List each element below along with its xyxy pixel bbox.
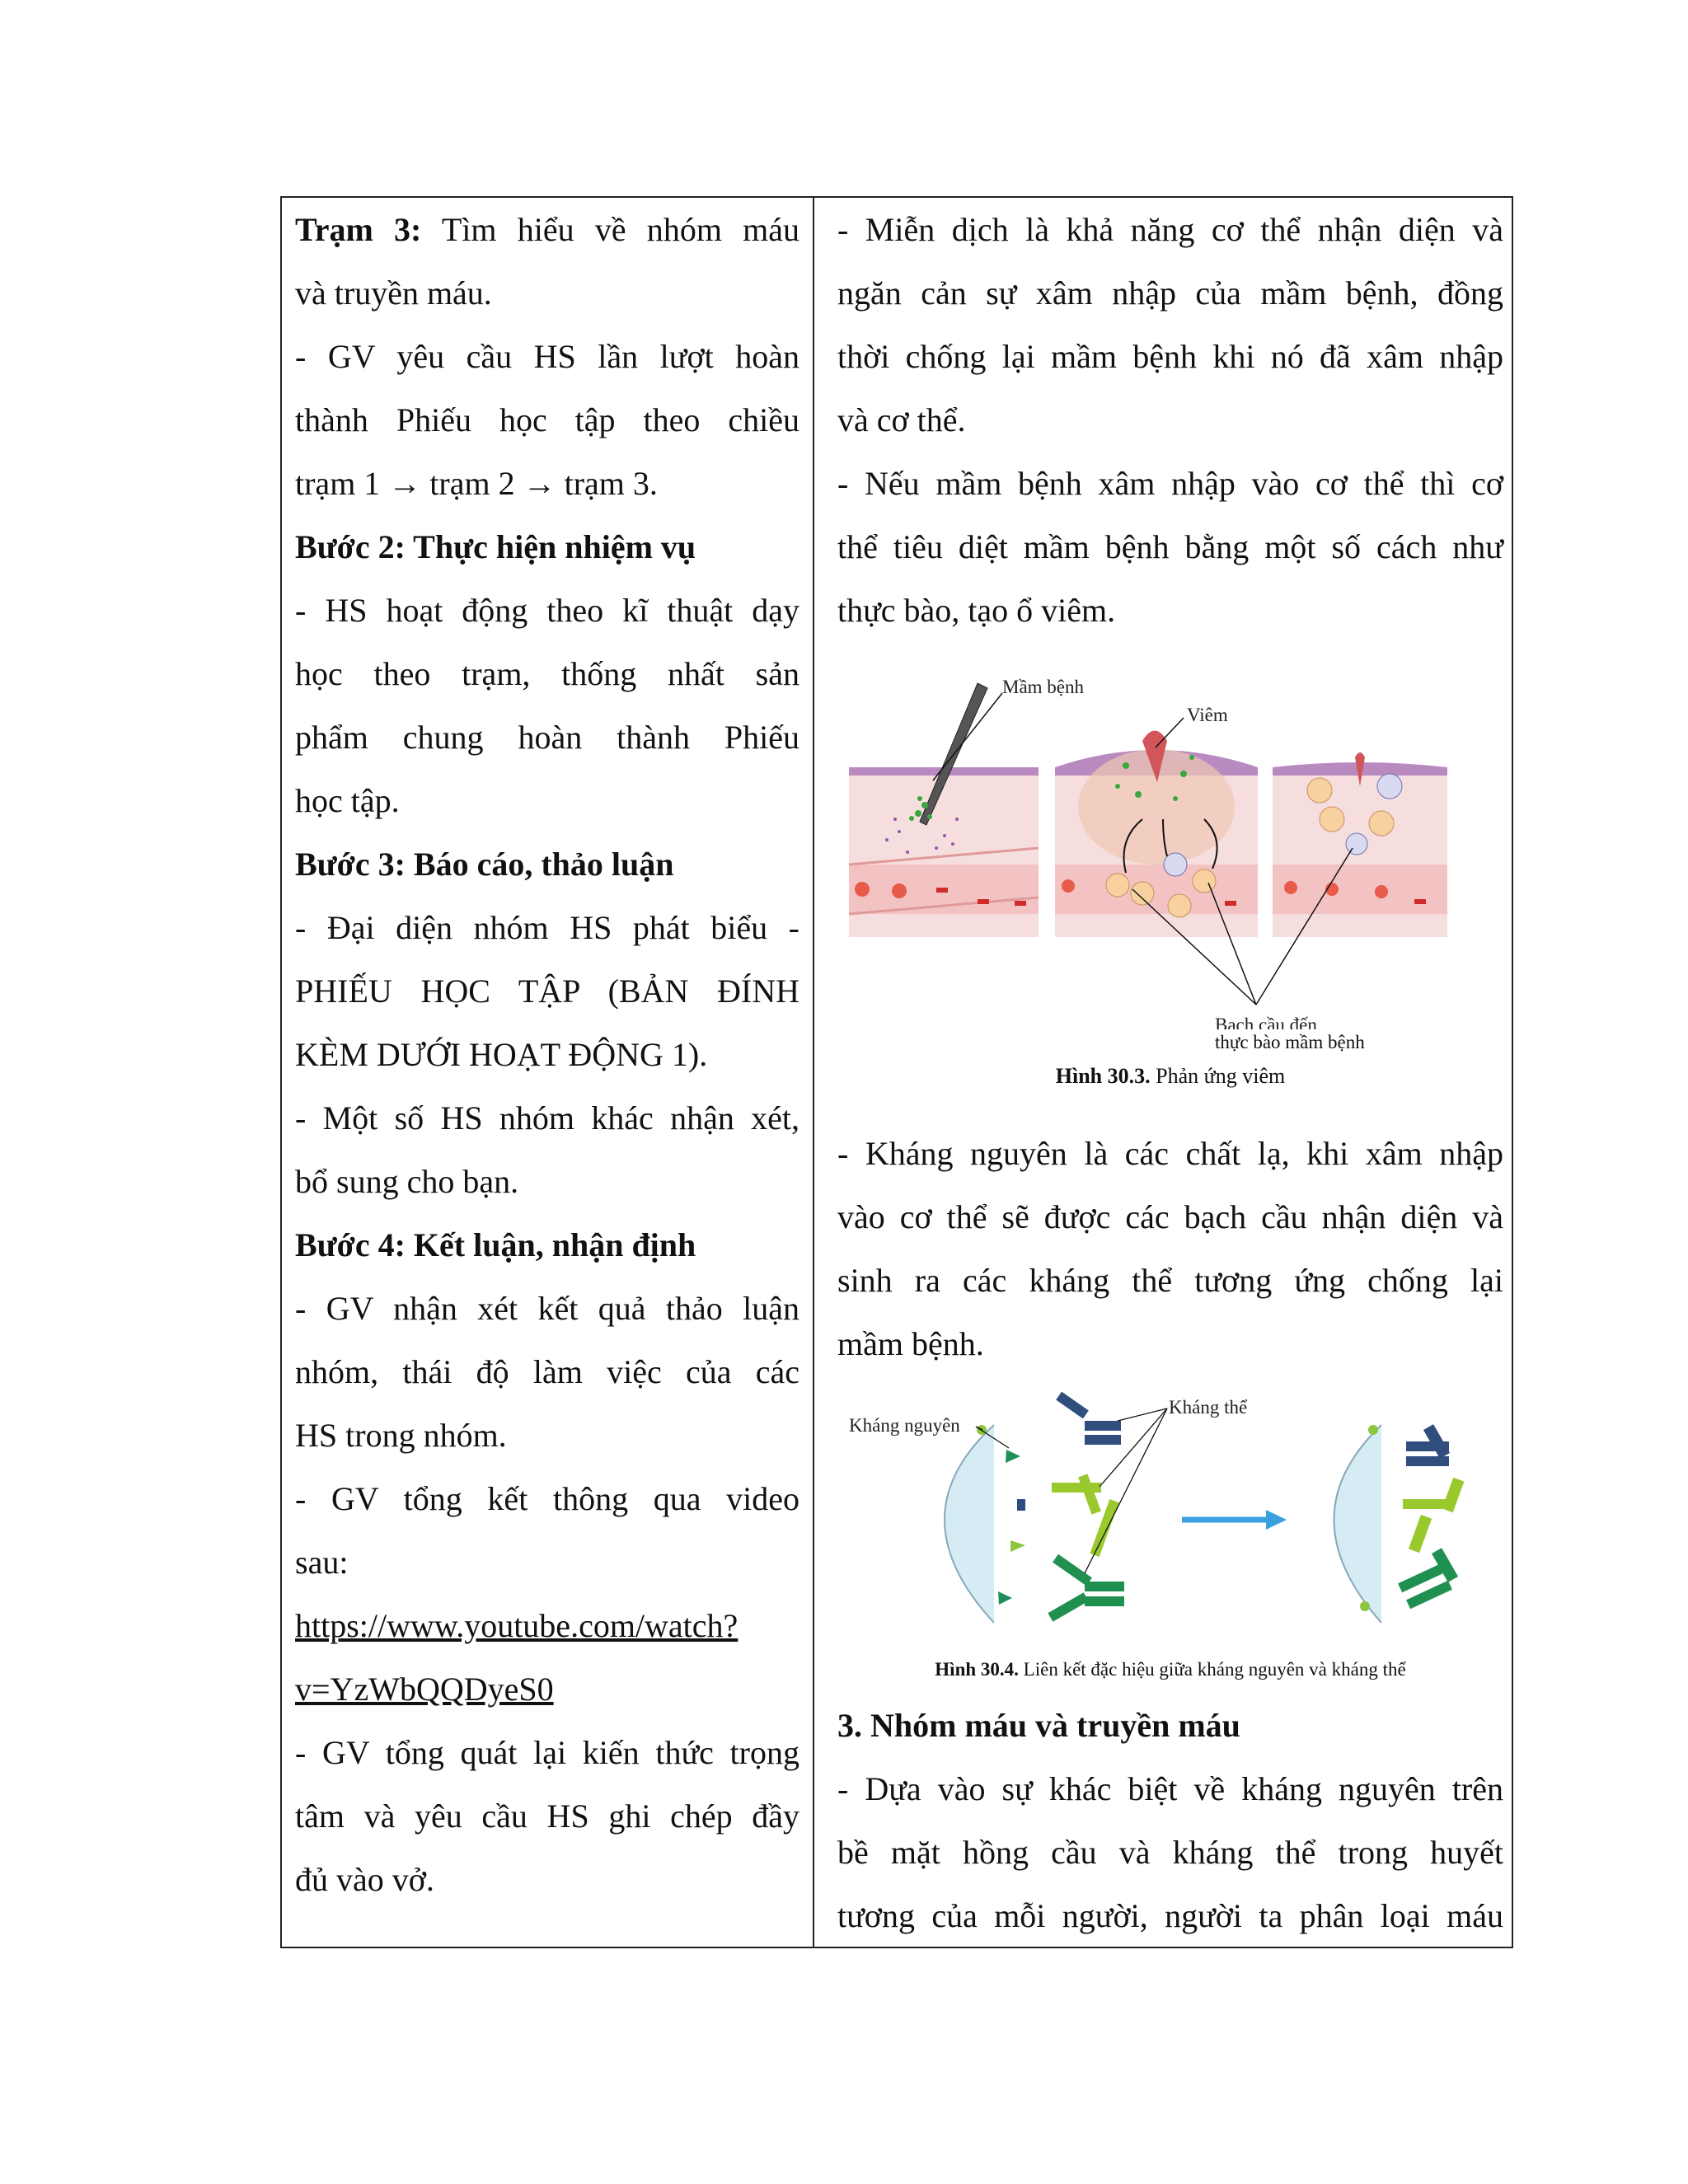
figure-caption: Hình 30.3. Phản ứng viêm	[1055, 1064, 1286, 1088]
antibody-dark-green	[1048, 1554, 1124, 1622]
tissue-panel-1	[849, 683, 1039, 937]
text-line: học tập.	[295, 782, 400, 819]
content-column	[837, 198, 1503, 1947]
text-line: bổ sung cho bạn.	[295, 1163, 519, 1200]
step2-heading: Bước 2: Thực hiện nhiệm vụ	[295, 528, 696, 565]
text-line: sinh ra các kháng thể tương ứng chống lại	[837, 1262, 1503, 1299]
content-table	[280, 196, 1513, 1948]
wbc-label-line2: thực bào mầm bệnh	[1215, 1032, 1365, 1052]
video-link[interactable]: https://www.youtube.com/watch?	[295, 1607, 738, 1644]
cell-before	[945, 1425, 1025, 1623]
text-line: mầm bệnh.	[837, 1325, 984, 1362]
text-line: PHIẾU HỌC TẬP (BẢN ĐÍNH	[295, 972, 799, 1010]
inflammation-illustration	[837, 642, 1503, 1029]
tissue-panel-3	[1273, 752, 1447, 937]
antibody-blue	[1056, 1392, 1121, 1445]
station3-text: Tìm hiểu về nhóm máu	[441, 211, 800, 248]
text-line: thời chống lại mầm bệnh khi nó đã xâm nhập	[837, 338, 1503, 375]
text-line: - HS hoạt động theo kĩ thuật dạy	[295, 592, 799, 629]
antibody-label: Kháng thể	[1169, 1397, 1248, 1418]
text-line: - GV yêu cầu HS lần lượt hoàn	[295, 338, 799, 375]
text-line: tâm và yêu cầu HS ghi chép đầy	[295, 1797, 799, 1835]
station3-line	[295, 198, 799, 261]
text-line: đủ vào vở.	[295, 1861, 434, 1898]
video-link-line	[295, 1657, 799, 1721]
text-line: - Một số HS nhóm khác nhận xét,	[295, 1099, 799, 1137]
text-line: trạm 1 → trạm 2 → trạm 3.	[295, 465, 658, 502]
figure-caption: Hình 30.4. Liên kết đặc hiệu giữa kháng nguyên và kháng thể	[935, 1659, 1406, 1680]
pathogen-label: Mầm bệnh	[1002, 677, 1085, 697]
antigen-antibody-figure	[837, 1376, 1503, 1694]
antigen-antibody-illustration	[837, 1376, 1503, 1647]
text-line: - Kháng nguyên là các chất lạ, khi xâm nhập	[837, 1135, 1503, 1172]
wbc-label: Bạch cầu đến	[1215, 1015, 1317, 1029]
text-line: thể tiêu diệt mầm bệnh bằng một số cách như	[837, 528, 1503, 565]
text-line: tương của mỗi người, người ta phân loại máu	[837, 1897, 1503, 1934]
text-line: - Miễn dịch là khả năng cơ thể nhận diện và	[837, 211, 1503, 248]
text-line: HS trong nhóm.	[295, 1417, 507, 1454]
activity-column	[295, 198, 799, 1911]
spacer	[837, 1087, 1503, 1122]
antibody-light-green	[1052, 1474, 1119, 1557]
text-line: - Dựa vào sự khác biệt về kháng nguyên trên	[837, 1770, 1503, 1807]
step3-heading: Bước 3: Báo cáo, thảo luận	[295, 846, 674, 883]
text-line: và truyền máu.	[295, 274, 492, 312]
text-line: KÈM DƯỚI HOẠT ĐỘNG 1).	[295, 1036, 708, 1073]
section-heading: 3. Nhóm máu và truyền máu	[837, 1707, 1240, 1744]
inflammation-label: Viêm	[1187, 705, 1228, 725]
text-line: nhóm, thái độ làm việc của các	[295, 1353, 799, 1390]
station3-title: Trạm 3:	[295, 211, 422, 248]
column-divider	[813, 198, 814, 1947]
text-line: - GV tổng quát lại kiến thức trọng	[295, 1734, 799, 1771]
inflammation-figure	[837, 642, 1503, 1087]
text-line: học theo trạm, thống nhất sản	[295, 655, 799, 692]
text-line: sau:	[295, 1544, 349, 1581]
text-line: thành Phiếu học tập theo chiều	[295, 401, 799, 438]
text-line: và cơ thể.	[837, 401, 966, 438]
text-line: bề mặt hồng cầu và kháng thể trong huyết	[837, 1834, 1503, 1871]
arrow-right-icon	[1266, 1510, 1287, 1530]
text-line: ngăn cản sự xâm nhập của mầm bệnh, đồng	[837, 274, 1503, 312]
text-line: phẩm chung hoàn thành Phiếu	[295, 719, 799, 756]
video-link-line	[295, 1594, 799, 1657]
step4-heading: Bước 4: Kết luận, nhận định	[295, 1226, 696, 1263]
text-line: - Đại diện nhóm HS phát biểu -	[295, 909, 799, 946]
text-line: vào cơ thể sẽ được các bạch cầu nhận diện và	[837, 1198, 1503, 1235]
text-line: - GV nhận xét kết quả thảo luận	[295, 1290, 799, 1327]
video-link[interactable]: v=YzWbQQDyeS0	[295, 1671, 554, 1708]
antigen-label: Kháng nguyên	[849, 1415, 960, 1436]
text-line: thực bào, tạo ổ viêm.	[837, 592, 1116, 629]
tissue-panel-2	[1055, 731, 1258, 938]
cell-after	[1334, 1424, 1465, 1623]
text-line: - GV tổng kết thông qua video	[295, 1480, 799, 1517]
text-line: - Nếu mầm bệnh xâm nhập vào cơ thể thì cơ	[837, 465, 1503, 502]
